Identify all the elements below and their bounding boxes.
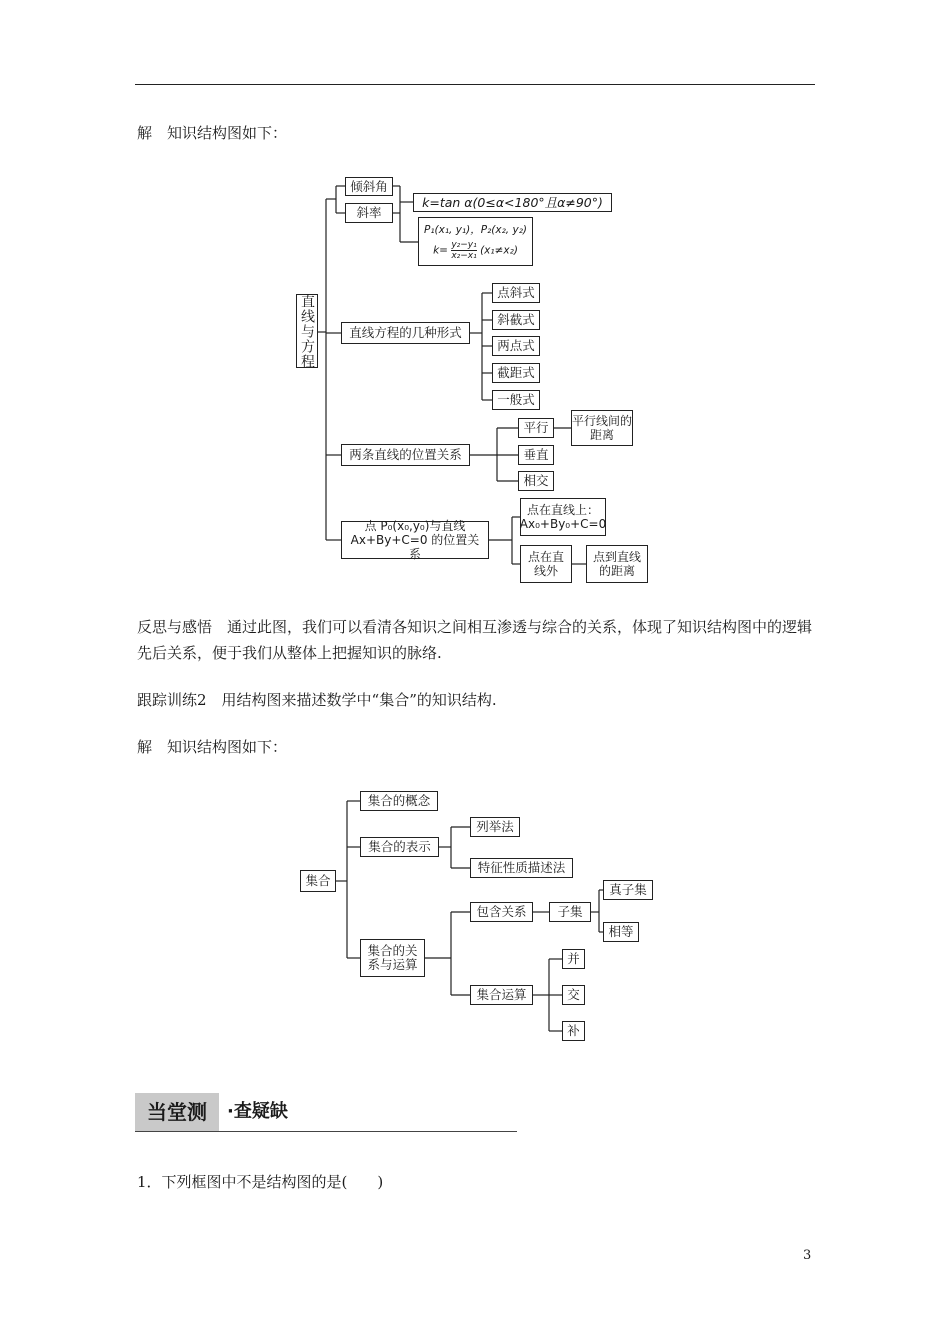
- node-point-line: 点 P₀(x₀,y₀)与直线 Ax+By+C=0 的位置关系: [341, 521, 489, 559]
- node-complement: 补: [562, 1021, 585, 1041]
- section-heading: [135, 1093, 517, 1132]
- node-parallel: 平行: [518, 418, 554, 438]
- k-fraction-numerator: y₂−y₁: [451, 239, 477, 250]
- node-off-line: 点在直线外: [520, 545, 572, 583]
- reflection-paragraph: 反思与感悟 通过此图，我们可以看清各知识之间相互渗透与综合的关系，体现了知识结构图中的逻辑先后关系，便于我们从整体上把握知识的脉络.: [137, 618, 813, 662]
- node-intersect: 相交: [518, 471, 554, 491]
- k-formula-prefix: k=: [433, 244, 448, 256]
- node-description: 特征性质描述法: [470, 858, 573, 878]
- node-set-representation: 集合的表示: [360, 837, 439, 857]
- node-line-equation: 直线与方程: [296, 294, 318, 368]
- node-relations: 集合的关系与运算: [360, 939, 425, 977]
- node-parallel-distance: 平行线间的距离: [571, 410, 633, 446]
- node-proper-subset: 真子集: [603, 880, 653, 900]
- node-form-slope-intercept: 斜截式: [492, 310, 540, 330]
- node-form-intercept: 截距式: [492, 363, 540, 383]
- node-form-two-point: 两点式: [492, 336, 540, 356]
- node-slope: 斜率: [345, 203, 393, 223]
- k-formula: [433, 240, 518, 261]
- node-operations: 集合运算: [470, 985, 533, 1005]
- node-union: 并: [562, 949, 585, 969]
- page-number: 3: [803, 1248, 812, 1263]
- section-heading-main: 当堂测: [135, 1093, 219, 1131]
- node-subset: 子集: [549, 902, 591, 922]
- node-on-line: 点在直线上：Ax₀+By₀+C=0: [520, 498, 606, 536]
- node-enumeration: 列举法: [470, 817, 520, 837]
- node-equation-forms: 直线方程的几种形式: [341, 322, 470, 344]
- node-incline-angle: 倾斜角: [345, 177, 393, 196]
- node-inclusion: 包含关系: [470, 902, 533, 922]
- solution-2: 解 知识结构图如下：: [137, 738, 288, 756]
- node-form-general: 一般式: [492, 390, 540, 410]
- node-k-formula: [418, 217, 533, 266]
- node-form-point-slope: 点斜式: [492, 283, 540, 303]
- k-formula-condition: (x₁≠x₂): [480, 244, 518, 256]
- section-heading-sub: ·查疑缺: [227, 1101, 288, 1122]
- points-label: P₁(x₁, y₁)，P₂(x₂, y₂): [423, 223, 527, 236]
- node-k-def: k=tan α(0≤α<180°且α≠90°): [413, 193, 612, 212]
- question-1: 1．下列框图中不是结构图的是( ): [137, 1173, 384, 1191]
- k-fraction-denominator: x₂−x₁: [451, 250, 477, 261]
- node-point-distance: 点到直线的距离: [586, 545, 648, 583]
- k-fraction: [451, 240, 476, 261]
- node-set-concept: 集合的概念: [360, 791, 438, 811]
- node-set: 集合: [300, 870, 336, 892]
- node-intersection: 交: [562, 985, 585, 1005]
- node-equal: 相等: [603, 922, 639, 942]
- exercise-2: 跟踪训练2 用结构图来描述数学中“集合”的知识结构.: [137, 691, 497, 709]
- solution-1: 解 知识结构图如下：: [137, 124, 288, 142]
- node-perpendicular: 垂直: [518, 445, 554, 465]
- node-two-lines: 两条直线的位置关系: [341, 444, 470, 466]
